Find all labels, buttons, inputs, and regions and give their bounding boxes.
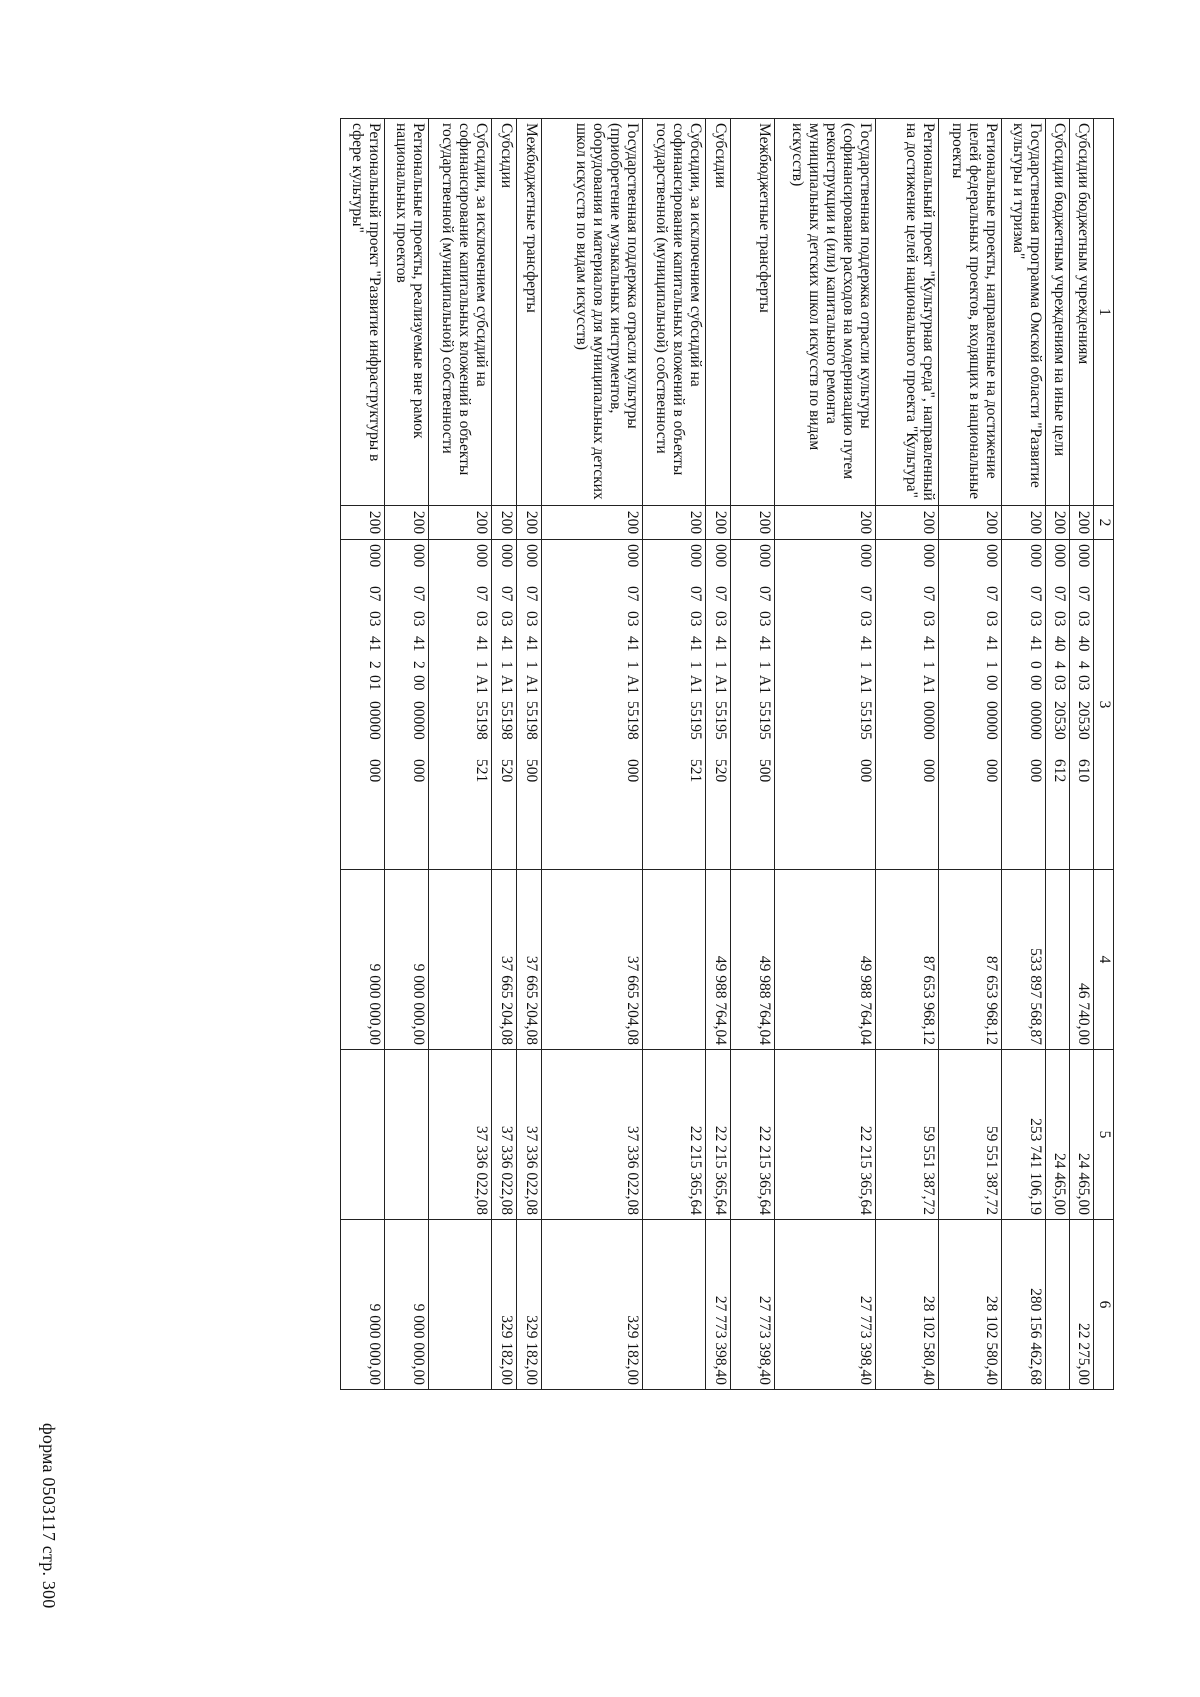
amount-col5: 59 551 387,72 xyxy=(876,1050,939,1220)
row-name: Государственная программа Омской области "Развитие культуры и туризма" xyxy=(1002,119,1046,506)
classification-code xyxy=(385,540,429,870)
classification-code xyxy=(876,540,939,870)
column-header: 4 xyxy=(1094,870,1114,1050)
code-part: 07 xyxy=(523,586,540,602)
classification-code xyxy=(429,540,492,870)
row-name: Государственная поддержка отрасли культуры (приобретение музыкальных инструментов, оборудования и материалов для муниципальных детских школ искусств по видам искусств) xyxy=(542,119,643,506)
classification-code xyxy=(643,540,706,870)
amount-col5: 37 336 022,08 xyxy=(429,1050,492,1220)
amount-col5: 24 465,00 xyxy=(1070,1050,1094,1220)
amount-col6: 27 773 398,40 xyxy=(775,1220,876,1390)
code-part: 000 xyxy=(712,544,729,568)
code-part: 41 xyxy=(366,636,383,652)
classification-code xyxy=(1002,540,1046,870)
code-part: 000 xyxy=(1075,544,1092,568)
amount-col6: 27 773 398,40 xyxy=(706,1220,731,1390)
code-part: 000 xyxy=(756,544,773,568)
code-part: 07 xyxy=(857,586,874,602)
line-code: 200 xyxy=(643,506,706,540)
row-name: Субсидии бюджетным учреждениям на иные цели xyxy=(1046,119,1070,506)
amount-col4: 9 000 000,00 xyxy=(341,870,385,1050)
amount-col4: 87 653 968,12 xyxy=(939,870,1002,1050)
amount-col4 xyxy=(429,870,492,1050)
table-row xyxy=(429,119,492,1390)
amount-col5: 22 215 365,64 xyxy=(643,1050,706,1220)
table-row xyxy=(492,119,517,1390)
code-part: 000 xyxy=(983,544,1000,568)
code-part: 07 xyxy=(624,586,641,602)
code-part: 000 xyxy=(410,759,427,783)
row-name: Межбюджетные трансферты xyxy=(517,119,542,506)
table-row xyxy=(775,119,876,1390)
table-row xyxy=(385,119,429,1390)
code-part: 520 xyxy=(712,759,729,783)
amount-col6: 329 182,00 xyxy=(517,1220,542,1390)
code-part: 55198 xyxy=(523,701,540,740)
table-row xyxy=(1002,119,1046,1390)
code-part: 00000 xyxy=(410,701,427,740)
code-part: 000 xyxy=(920,544,937,568)
amount-col5: 37 336 022,08 xyxy=(492,1050,517,1220)
line-code: 200 xyxy=(429,506,492,540)
column-header: 1 xyxy=(1094,119,1114,506)
code-part: A1 xyxy=(920,675,937,694)
amount-col4: 87 653 968,12 xyxy=(876,870,939,1050)
code-part: A1 xyxy=(756,675,773,694)
amount-col6 xyxy=(1046,1220,1070,1390)
code-part: 03 xyxy=(712,611,729,627)
table-row xyxy=(939,119,1002,1390)
line-code: 200 xyxy=(542,506,643,540)
code-part: 03 xyxy=(1027,611,1044,627)
code-part: 03 xyxy=(983,611,1000,627)
row-name: Субсидии бюджетным учреждениям xyxy=(1070,119,1094,506)
amount-col6: 28 102 580,40 xyxy=(939,1220,1002,1390)
amount-col4: 49 988 764,04 xyxy=(706,870,731,1050)
amount-col5: 24 465,00 xyxy=(1046,1050,1070,1220)
row-name: Субсидии xyxy=(706,119,731,506)
column-header: 5 xyxy=(1094,1050,1114,1220)
amount-col5: 22 215 365,64 xyxy=(706,1050,731,1220)
amount-col5: 37 336 022,08 xyxy=(517,1050,542,1220)
amount-col6 xyxy=(643,1220,706,1390)
table-row xyxy=(517,119,542,1390)
code-part: 000 xyxy=(857,759,874,783)
code-part: 000 xyxy=(857,544,874,568)
line-code: 200 xyxy=(1046,506,1070,540)
code-part: 55195 xyxy=(756,701,773,740)
amount-col4: 49 988 764,04 xyxy=(775,870,876,1050)
code-part: 01 xyxy=(366,675,383,691)
code-part: 000 xyxy=(410,544,427,568)
line-code: 200 xyxy=(939,506,1002,540)
amount-col6: 280 156 462,68 xyxy=(1002,1220,1046,1390)
code-part: 41 xyxy=(920,636,937,652)
code-part: 03 xyxy=(624,611,641,627)
code-part: A1 xyxy=(857,675,874,694)
code-part: 000 xyxy=(366,759,383,783)
line-code: 200 xyxy=(385,506,429,540)
classification-code xyxy=(341,540,385,870)
code-part: 000 xyxy=(473,544,490,568)
code-part: 55198 xyxy=(624,701,641,740)
row-name: Региональные проекты, реализуемые вне рамок национальных проектов xyxy=(385,119,429,506)
code-part: 03 xyxy=(1075,611,1092,627)
code-part: 500 xyxy=(523,759,540,783)
code-part: 41 xyxy=(1027,636,1044,652)
code-part: 07 xyxy=(498,586,515,602)
code-part: 520 xyxy=(498,759,515,783)
amount-col6: 28 102 580,40 xyxy=(876,1220,939,1390)
amount-col4: 37 665 204,08 xyxy=(492,870,517,1050)
code-part: 07 xyxy=(1051,586,1068,602)
code-part: 20530 xyxy=(1051,701,1068,740)
code-part: 00000 xyxy=(920,701,937,740)
code-part: 00000 xyxy=(983,701,1000,740)
form-label: форма 0503117 стр. 300 xyxy=(39,1423,59,1609)
table-row xyxy=(1070,119,1094,1390)
header-row xyxy=(1094,119,1114,1390)
code-part: 55198 xyxy=(473,701,490,740)
amount-col6: 9 000 000,00 xyxy=(341,1220,385,1390)
code-part: A1 xyxy=(624,675,641,694)
code-part: 000 xyxy=(687,544,704,568)
code-part: 1 xyxy=(473,661,490,669)
code-part: 4 xyxy=(1075,661,1092,669)
classification-code xyxy=(939,540,1002,870)
row-name: Региональный проект "Культурная среда", направленный на достижение целей национального проекта "Культура" xyxy=(876,119,939,506)
table-row xyxy=(643,119,706,1390)
code-part: 03 xyxy=(473,611,490,627)
code-part: 00 xyxy=(1027,675,1044,691)
column-header: 6 xyxy=(1094,1220,1114,1390)
code-part: 41 xyxy=(712,636,729,652)
code-part: 07 xyxy=(920,586,937,602)
code-part: 41 xyxy=(857,636,874,652)
line-code: 200 xyxy=(492,506,517,540)
code-part: 07 xyxy=(1075,586,1092,602)
row-name: Государственная поддержка отрасли культуры (софинансирование расходов на модернизацию путем реконструкции и (или) капитального ремонта муниципальных детских школ искусств по видам искусств) xyxy=(775,119,876,506)
code-part: 1 xyxy=(687,661,704,669)
code-part: 00000 xyxy=(366,701,383,740)
code-part: 000 xyxy=(624,544,641,568)
row-name: Региональный проект "Развитие инфраструктуры в сфере культуры" xyxy=(341,119,385,506)
classification-code xyxy=(1070,540,1094,870)
code-part: 03 xyxy=(410,611,427,627)
table-row xyxy=(542,119,643,1390)
code-part: 1 xyxy=(523,661,540,669)
code-part: 03 xyxy=(1051,675,1068,691)
amount-col4: 46 740,00 xyxy=(1070,870,1094,1050)
code-part: 41 xyxy=(410,636,427,652)
code-part: 000 xyxy=(1027,759,1044,783)
code-part: 521 xyxy=(687,759,704,783)
code-part: 07 xyxy=(473,586,490,602)
code-part: 41 xyxy=(756,636,773,652)
amount-col4: 37 665 204,08 xyxy=(542,870,643,1050)
code-part: 00 xyxy=(410,675,427,691)
table-row xyxy=(706,119,731,1390)
amount-col6: 9 000 000,00 xyxy=(385,1220,429,1390)
code-part: A1 xyxy=(523,675,540,694)
code-part: 07 xyxy=(687,586,704,602)
column-header: 3 xyxy=(1094,540,1114,870)
amount-col4 xyxy=(1046,870,1070,1050)
classification-code xyxy=(517,540,542,870)
code-part: 1 xyxy=(498,661,515,669)
code-part: 03 xyxy=(920,611,937,627)
line-code: 200 xyxy=(1002,506,1046,540)
code-part: 000 xyxy=(983,759,1000,783)
code-part: 1 xyxy=(624,661,641,669)
code-part: 1 xyxy=(983,661,1000,669)
code-part: 2 xyxy=(366,661,383,669)
code-part: 03 xyxy=(687,611,704,627)
code-part: 03 xyxy=(857,611,874,627)
row-name: Межбюджетные трансферты xyxy=(731,119,775,506)
code-part: 55195 xyxy=(712,701,729,740)
amount-col4: 533 897 568,87 xyxy=(1002,870,1046,1050)
code-part: 03 xyxy=(1075,675,1092,691)
line-code: 200 xyxy=(517,506,542,540)
code-part: 55198 xyxy=(498,701,515,740)
amount-col4 xyxy=(643,870,706,1050)
row-name: Субсидии, за исключением субсидий на софинансирование капитальных вложений в объекты государственной (муниципальной) собственности xyxy=(643,119,706,506)
code-part: 40 xyxy=(1051,636,1068,652)
code-part: 000 xyxy=(1027,544,1044,568)
code-part: 41 xyxy=(983,636,1000,652)
code-part: 2 xyxy=(410,661,427,669)
code-part: 41 xyxy=(687,636,704,652)
amount-col6 xyxy=(429,1220,492,1390)
code-part: 00 xyxy=(983,675,1000,691)
amount-col5: 253 741 106,19 xyxy=(1002,1050,1046,1220)
classification-code xyxy=(492,540,517,870)
table-row xyxy=(1046,119,1070,1390)
code-part: 03 xyxy=(523,611,540,627)
code-part: 20530 xyxy=(1075,701,1092,740)
code-part: 1 xyxy=(712,661,729,669)
amount-col4: 49 988 764,04 xyxy=(731,870,775,1050)
classification-code xyxy=(1046,540,1070,870)
code-part: 55195 xyxy=(857,701,874,740)
code-part: A1 xyxy=(687,675,704,694)
code-part: 000 xyxy=(366,544,383,568)
amount-col5: 59 551 387,72 xyxy=(939,1050,1002,1220)
classification-code xyxy=(706,540,731,870)
code-part: 1 xyxy=(857,661,874,669)
code-part: 612 xyxy=(1051,759,1068,783)
table-row xyxy=(341,119,385,1390)
code-part: 521 xyxy=(473,759,490,783)
line-code: 200 xyxy=(341,506,385,540)
code-part: 41 xyxy=(473,636,490,652)
amount-col5: 22 215 365,64 xyxy=(775,1050,876,1220)
code-part: A1 xyxy=(498,675,515,694)
code-part: 03 xyxy=(366,611,383,627)
row-name: Субсидии xyxy=(492,119,517,506)
code-part: 00000 xyxy=(1027,701,1044,740)
code-part: 0 xyxy=(1027,661,1044,669)
amount-col4: 37 665 204,08 xyxy=(517,870,542,1050)
amount-col5: 22 215 365,64 xyxy=(731,1050,775,1220)
amount-col5 xyxy=(385,1050,429,1220)
code-part: 41 xyxy=(523,636,540,652)
code-part: 1 xyxy=(756,661,773,669)
code-part: A1 xyxy=(712,675,729,694)
table-row xyxy=(876,119,939,1390)
code-part: 07 xyxy=(712,586,729,602)
row-name: Региональные проекты, направленные на достижение целей федеральных проектов, входящих в национальные проекты xyxy=(939,119,1002,506)
amount-col5: 37 336 022,08 xyxy=(542,1050,643,1220)
amount-col6: 329 182,00 xyxy=(492,1220,517,1390)
code-part: A1 xyxy=(473,675,490,694)
code-part: 55195 xyxy=(687,701,704,740)
line-code: 200 xyxy=(775,506,876,540)
line-code: 200 xyxy=(706,506,731,540)
table-row xyxy=(731,119,775,1390)
amount-col6: 22 275,00 xyxy=(1070,1220,1094,1390)
line-code: 200 xyxy=(876,506,939,540)
code-part: 610 xyxy=(1075,759,1092,783)
code-part: 07 xyxy=(1027,586,1044,602)
code-part: 07 xyxy=(366,586,383,602)
report-table xyxy=(340,118,1114,1390)
code-part: 03 xyxy=(1051,611,1068,627)
code-part: 07 xyxy=(410,586,427,602)
amount-col5 xyxy=(341,1050,385,1220)
classification-code xyxy=(542,540,643,870)
amount-col6: 329 182,00 xyxy=(542,1220,643,1390)
code-part: 500 xyxy=(756,759,773,783)
code-part: 1 xyxy=(920,661,937,669)
code-part: 03 xyxy=(498,611,515,627)
line-code: 200 xyxy=(1070,506,1094,540)
code-part: 000 xyxy=(920,759,937,783)
code-part: 000 xyxy=(523,544,540,568)
row-name: Субсидии, за исключением субсидий на софинансирование капитальных вложений в объекты государственной (муниципальной) собственности xyxy=(429,119,492,506)
classification-code xyxy=(775,540,876,870)
amount-col4: 9 000 000,00 xyxy=(385,870,429,1050)
code-part: 000 xyxy=(624,759,641,783)
line-code: 200 xyxy=(731,506,775,540)
code-part: 07 xyxy=(756,586,773,602)
code-part: 40 xyxy=(1075,636,1092,652)
code-part: 4 xyxy=(1051,661,1068,669)
code-part: 000 xyxy=(498,544,515,568)
code-part: 000 xyxy=(1051,544,1068,568)
classification-code xyxy=(731,540,775,870)
code-part: 07 xyxy=(983,586,1000,602)
code-part: 41 xyxy=(498,636,515,652)
amount-col6: 27 773 398,40 xyxy=(731,1220,775,1390)
column-header: 2 xyxy=(1094,506,1114,540)
code-part: 03 xyxy=(756,611,773,627)
code-part: 41 xyxy=(624,636,641,652)
